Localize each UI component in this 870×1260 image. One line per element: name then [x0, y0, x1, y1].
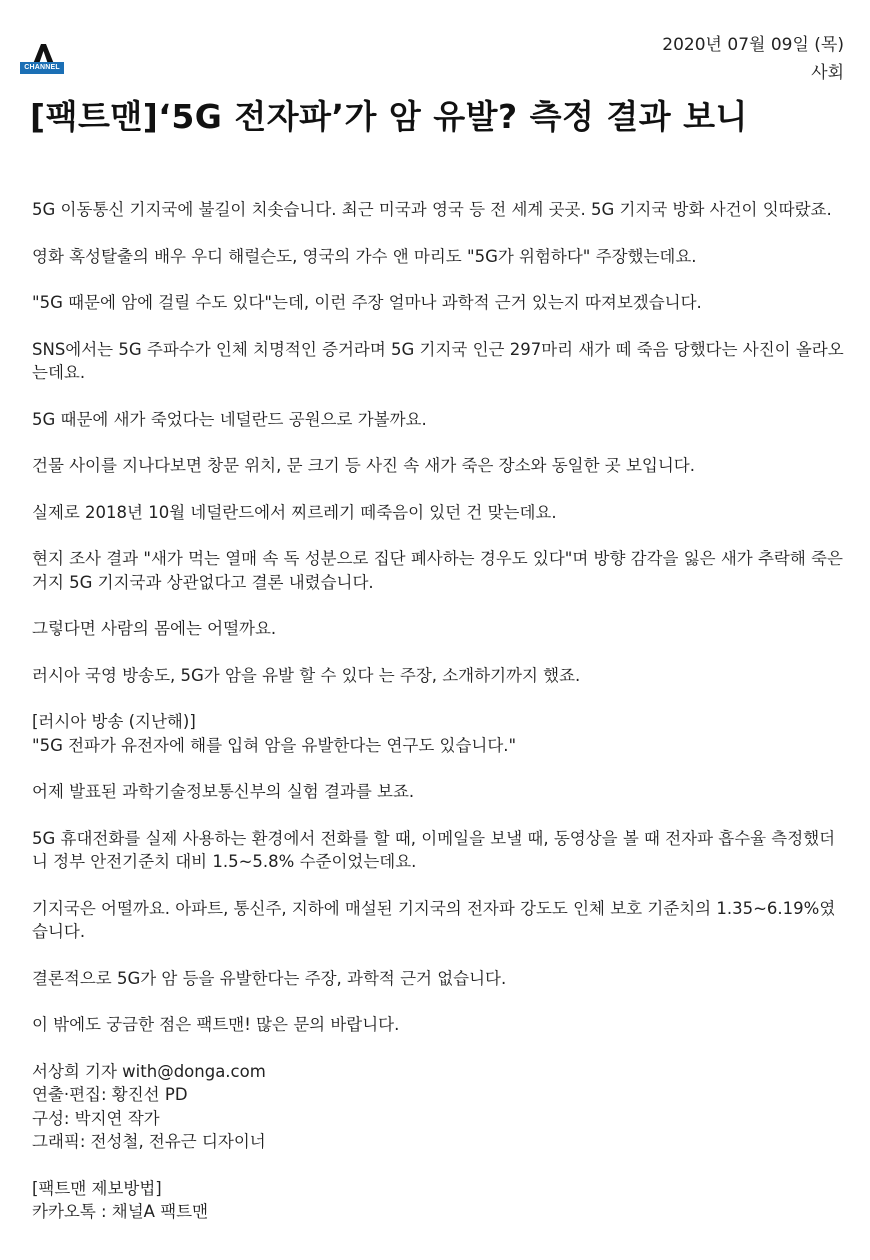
paragraph: 영화 혹성탈출의 배우 우디 해럴슨도, 영국의 가수 앤 마리도 "5G가 위험하다" 주장했는데요. [32, 246, 697, 266]
channel-a-logo [18, 42, 68, 82]
paragraph: 실제로 2018년 10월 네덜란드에서 찌르레기 떼죽음이 있던 건 맞는데요. [32, 502, 557, 522]
paragraph: 그렇다면 사람의 몸에는 어떨까요. [32, 619, 277, 638]
paragraph: 결론적으로 5G가 암 등을 유발한다는 주장, 과학적 근거 없습니다. [32, 968, 507, 988]
paragraph: SNS에서는 5G 주파수가 인체 치명적인 증거라며 5G 기지국 인근 297마리 새가 떼 죽음 당했다는 사진이 올라오는데요. [32, 339, 844, 382]
paragraph: 기지국은 어떨까요. 아파트, 통신주, 지하에 매설된 기지국의 전자파 강도도 인체 보호 기준치의 1.35~6.19%였습니다. [32, 898, 836, 941]
paragraph: 건물 사이를 지나다보면 창문 위치, 문 크기 등 사진 속 새가 죽은 장소와 동일한 곳 보입니다. [32, 456, 695, 475]
paragraph: 어제 발표된 과학기술정보통신부의 실험 결과를 보죠. [32, 782, 415, 801]
article-title: [팩트맨]‘5G 전자파’가 암 유발? 측정 결과 보니 [30, 97, 748, 136]
tip-line: 카카오톡 : 채널A 팩트맨 [32, 1202, 209, 1221]
article-body [32, 198, 844, 1224]
paragraph: 5G 휴대전화를 실제 사용하는 환경에서 전화를 할 때, 이메일을 보낼 때, 동영상을 볼 때 전자파 흡수율 측정했더니 정부 안전기준치 대비 1.5~5.8% 수준이었는데요. [32, 828, 836, 871]
credit-graphics: 그래픽: 전성철, 전유근 디자이너 [32, 1132, 266, 1151]
credit-reporter: 서상희 기자 with@donga.com [32, 1061, 266, 1081]
credit-writer: 구성: 박지연 작가 [32, 1108, 160, 1128]
quote-text: "5G 전파가 유전자에 해를 입혀 암을 유발한다는 연구도 있습니다." [32, 735, 517, 755]
article-date: 2020년 07월 09일 (목) [662, 35, 844, 55]
logo-brand-text: CHANNEL [20, 62, 64, 74]
paragraph: 5G 이동통신 기지국에 불길이 치솟습니다. 최근 미국과 영국 등 전 세계 곳곳. 5G 기지국 방화 사건이 잇따랐죠. [32, 200, 832, 219]
article-section: 사회 [811, 63, 844, 83]
quote-source: [러시아 방송 (지난해)] [32, 712, 196, 731]
paragraph: "5G 때문에 암에 걸릴 수도 있다"는데, 이런 주장 얼마나 과학적 근거 있는지 따져보겠습니다. [32, 293, 702, 312]
paragraph: 5G 때문에 새가 죽었다는 네덜란드 공원으로 가볼까요. [32, 409, 427, 429]
paragraph: 이 밖에도 궁금한 점은 팩트맨! 많은 문의 바랍니다. [32, 1015, 400, 1034]
paragraph: 현지 조사 결과 "새가 먹는 열매 속 독 성분으로 집단 폐사하는 경우도 있다"며 방향 감각을 잃은 새가 추락해 죽은 거지 5G 기지국과 상관없다고 결론 내렸습니다. [32, 549, 843, 592]
paragraph: 러시아 국영 방송도, 5G가 암을 유발 할 수 있다 는 주장, 소개하기까지 했죠. [32, 665, 581, 685]
tip-heading: [팩트맨 제보방법] [32, 1178, 162, 1198]
credit-editor: 연출·편집: 황진선 PD [32, 1085, 188, 1104]
